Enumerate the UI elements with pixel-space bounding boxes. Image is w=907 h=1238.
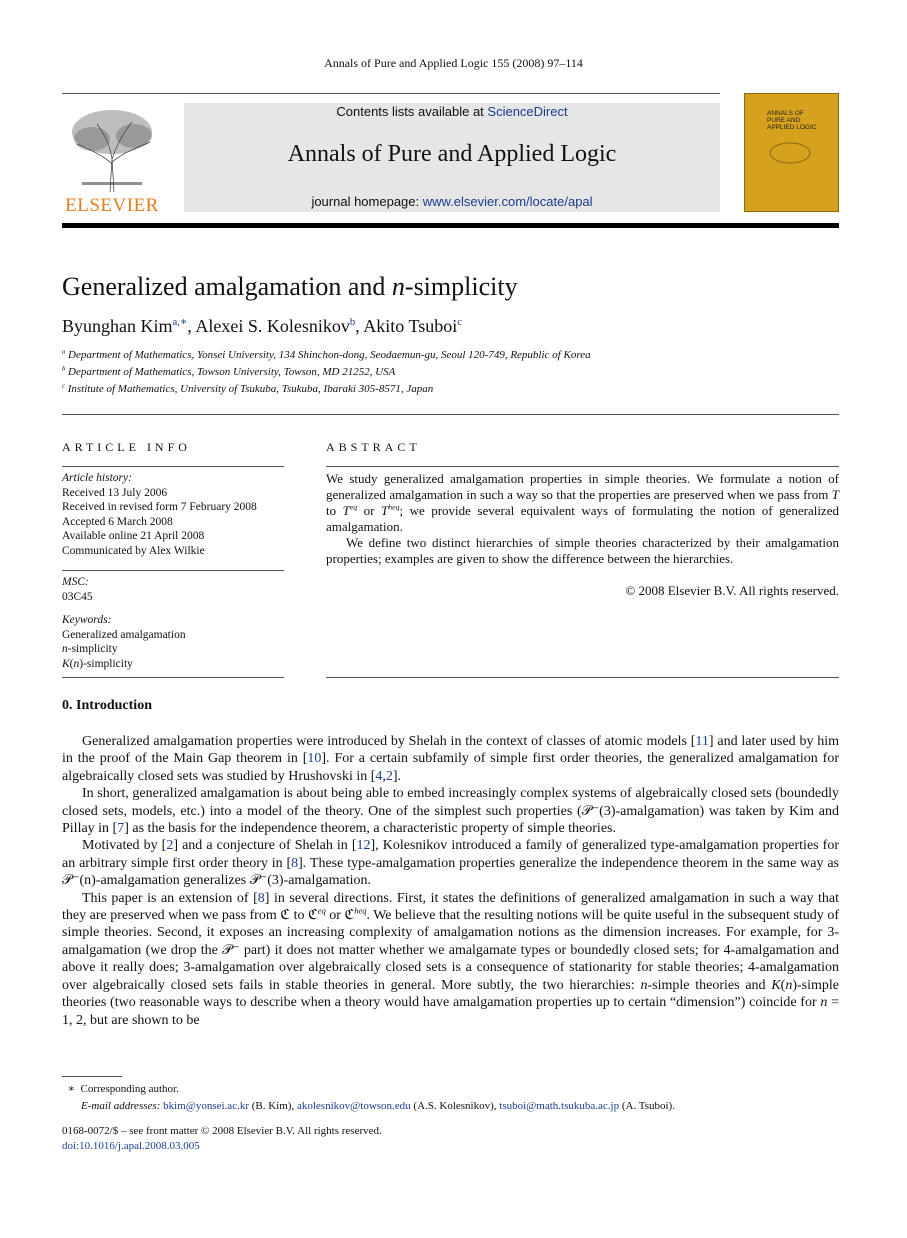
keyword: Generalized amalgamation: [62, 628, 186, 641]
title-text: -simplicity: [404, 272, 518, 301]
body-paragraph: [62, 785, 839, 837]
math-n: n: [820, 995, 828, 1011]
citation-link[interactable]: 2: [166, 838, 174, 854]
email-link[interactable]: tsuboi@math.tsukuba.ac.jp: [499, 1100, 620, 1112]
keyword-italic: K: [62, 657, 70, 670]
keyword-italic: n: [62, 643, 68, 655]
keyword-text: -simplicity: [67, 643, 118, 655]
paper-title: [62, 272, 518, 302]
body-text-span: ] and a conjecture of Shelah in [: [173, 838, 357, 854]
body-text-span: In short, generalized amalgamation is about being able to embed increasingly complex systems of algebraically closed sets (boundedly closed sets, models, etc.) into a model of the theory. One of the simplest such properties (𝒫⁻(3)-amalgamation) was taken by Kim and Pillay in [: [62, 786, 839, 837]
header-rule-thick: [62, 223, 839, 228]
issn-line: 0168-0072/$ – see front matter © 2008 Elsevier B.V. All rights reserved.: [62, 1125, 382, 1137]
email-owner: (A.S. Kolesnikov),: [410, 1100, 500, 1112]
header-rule: [62, 93, 720, 94]
msc-block: [62, 575, 93, 604]
body-text-span: ], Kolesnikov introduced a family of generalized type-amalgamation properties for an arbitrary simple first order theory in [: [62, 838, 839, 871]
math-n: n: [640, 977, 648, 993]
math-sup: eq: [349, 502, 358, 512]
abstract-text: to: [326, 503, 343, 518]
citation-link[interactable]: 8: [257, 890, 265, 906]
body-paragraph: [62, 890, 839, 1029]
tree-icon: [62, 104, 162, 194]
cover-title: [767, 110, 817, 131]
author-affil-mark[interactable]: c: [457, 316, 462, 328]
body-text-span: (: [780, 977, 786, 993]
article-info-heading: ARTICLE INFO: [62, 440, 191, 454]
article-history: [62, 471, 257, 558]
affiliation: [62, 366, 395, 378]
body-text-span: or ℭ: [325, 908, 355, 924]
citation-link[interactable]: 7: [117, 821, 125, 837]
email-owner: (A. Tsuboi).: [619, 1100, 675, 1112]
abstract-heading: ABSTRACT: [326, 440, 421, 454]
title-text: Generalized amalgamation and: [62, 272, 392, 301]
author-name[interactable]: Akito Tsuboi: [363, 316, 458, 336]
section-heading: 0. Introduction: [62, 698, 152, 713]
history-item: Communicated by Alex Wilkie: [62, 544, 205, 557]
running-head: Annals of Pure and Applied Logic 155 (2008) 97–114: [324, 56, 583, 70]
affiliation: [62, 383, 433, 395]
body-paragraph: Generalized amalgamation properties were introduced by Shelah in the context of classes of atomic models [11] and later used by him in the proof of the Main Gap theorem in [10]. For a certain subfamily of simple first order theories, the generalized amalgamation for algebraically closed sets was studied by Hrushovski in [4,2].: [62, 734, 840, 784]
math-n: n: [785, 977, 793, 993]
cover-title-line: APPLIED LOGIC: [767, 124, 817, 131]
body-text-span: ] in several directions. First, it states the definitions of generalized amalgamation in such a way that they are preserved when we pass from ℭ to ℭ: [62, 890, 839, 924]
abstract-text: ; we provide several equivalent ways of formulating the notion of generalized amalgamation.: [326, 503, 839, 534]
history-item: Available online 21 April 2008: [62, 530, 205, 542]
affil-text: Department of Mathematics, Towson University, Towson, MD 21252, USA: [68, 366, 396, 378]
body-text-span: ]. For a certain subfamily of simple first order theories, the generalized amalgamation for algebraically closed sets was studied by Hrushovski in [: [62, 751, 839, 784]
math-T: T: [342, 503, 350, 518]
body-text-span: ] as the basis for the independence theorem, a characteristic property of simple theories.: [124, 821, 616, 837]
keyword-italic: n: [73, 657, 80, 670]
affiliation: [62, 349, 591, 361]
email-owner: (B. Kim),: [248, 1100, 297, 1112]
affil-mark: c: [62, 382, 65, 390]
citation-link[interactable]: 12: [356, 838, 371, 854]
footnote: [62, 1081, 675, 1115]
contents-prefix: Contents lists available at: [336, 104, 488, 119]
math-T: T: [831, 487, 839, 502]
abstract-body: [326, 471, 839, 567]
math-sup: heq: [354, 906, 367, 916]
email-link[interactable]: akolesnikov@towson.edu: [296, 1100, 411, 1112]
cover-title-line: PURE AND: [767, 117, 801, 124]
body-text-span: -simple theories and: [647, 977, 772, 993]
citation-link[interactable]: 10: [307, 751, 322, 767]
math-sup: eq: [317, 906, 326, 916]
title-n: n: [391, 272, 405, 301]
body-text-span: ].: [392, 768, 402, 784]
divider: [62, 466, 284, 467]
divider: [62, 414, 839, 415]
affil-mark: b: [62, 365, 66, 373]
publisher-name: ELSEVIER: [65, 195, 159, 216]
citation-link[interactable]: 2: [385, 768, 393, 784]
math-sup: heq: [388, 502, 400, 512]
sciencedirect-link[interactable]: ScienceDirect: [487, 104, 568, 119]
divider: [62, 570, 284, 571]
citation-link[interactable]: 11: [695, 734, 709, 749]
cover-title-line: ANNALS OF: [767, 110, 804, 117]
keywords-block: [62, 613, 186, 671]
contents-line: [184, 104, 720, 119]
doi-link[interactable]: doi:10.1016/j.apal.2008.03.005: [62, 1140, 200, 1152]
divider: [326, 466, 839, 467]
footnote-rule: [62, 1076, 122, 1077]
body-text-span: . We believe that the resulting notions will be quite useful in the subsequent study of simple theories. Second, it exposes an increasing complexity of amalgamation notions as the dimension increases. For example, for 3-amalgamation (we drop the 𝒫⁻ part) it does not matter whether we amalgamate types or boundedly closed sets; for 4-amalgamation and above it really does; 3-amalgamation over algebraically closed sets is a consequence of stationarity for stable theories; 4-amalgamation over algebraically closed sets fails in stable theories in general. More subtly, the two hierarchies:: [62, 908, 839, 993]
abstract-paragraph: [326, 471, 839, 535]
email-label: E-mail addresses:: [81, 1100, 164, 1112]
history-item: Received 13 July 2006: [62, 486, 168, 499]
keyword-text: (: [69, 657, 74, 670]
citation-link[interactable]: 4: [375, 768, 383, 784]
affil-text: Institute of Mathematics, University of Tsukuba, Tsukuba, Ibaraki 305-8571, Japan: [67, 383, 434, 395]
body-paragraph: [62, 837, 839, 889]
affil-mark: a: [62, 348, 66, 356]
keyword: [62, 657, 186, 672]
homepage-line: [184, 194, 720, 209]
homepage-link[interactable]: www.elsevier.com/locate/apal: [422, 194, 593, 209]
email-link[interactable]: bkim@yonsei.ac.kr: [163, 1100, 249, 1112]
author-name[interactable]: Byunghan Kim: [62, 316, 173, 336]
divider: [326, 677, 839, 678]
affil-text: Department of Mathematics, Yonsei University, 134 Shinchon-dong, Seodaemun-gu, Seoul 120-749, Republic of Korea: [68, 349, 591, 361]
keywords-label: Keywords:: [62, 614, 112, 626]
math-K: K: [771, 977, 781, 993]
history-item: Received in revised form 7 February 2008: [62, 501, 257, 513]
citation-link[interactable]: 8: [291, 855, 299, 871]
footnote-mark: ∗: [67, 1083, 75, 1095]
author-list: Byunghan Kim$^{a,∗}$, Alexei S. Kolesnikov$^b$, Akito Tsuboi$^c$: [62, 316, 462, 336]
math-T: T: [380, 503, 389, 518]
front-matter: [62, 1124, 382, 1154]
msc-label: MSC:: [62, 576, 89, 588]
body-text-span: Generalized amalgamation properties were introduced by Shelah in the context of classes of atomic models [: [82, 734, 696, 749]
author-name[interactable]: Alexei S. Kolesnikov: [195, 316, 350, 336]
body-text: [62, 733, 839, 1029]
divider: [62, 677, 284, 678]
body-text-span: ] and later used by him in the proof of the Main Gap theorem in [: [62, 734, 840, 767]
cover-ornament-icon: [765, 138, 815, 168]
corresponding-text: Corresponding author.: [80, 1083, 179, 1095]
copyright-line: © 2008 Elsevier B.V. All rights reserved.: [625, 583, 839, 598]
body-text-span: ]. These type-amalgamation properties generalize the independence theorem in the same way as 𝒫⁻(n)-amalgamation generalizes 𝒫⁻(3)-amalgamation.: [62, 855, 839, 889]
body-text-span: )-simple theories (two reasonable ways to describe when a theory would have amalgamation properties up to certain “dimension”) coincide for: [62, 977, 839, 1011]
journal-cover[interactable]: [744, 93, 839, 212]
body-text-span: Motivated by [: [82, 838, 167, 854]
history-label: Article history:: [62, 472, 132, 484]
homepage-prefix: journal homepage:: [311, 194, 423, 209]
journal-title: Annals of Pure and Applied Logic: [287, 141, 617, 167]
abstract-text: We study generalized amalgamation properties in simple theories. We formulate a notion of generalized amalgamation in such a way so that the properties are preserved when we pass from: [326, 471, 839, 502]
body-text-span: = 1, 2, but are shown to be: [62, 995, 839, 1028]
msc-code: 03C45: [62, 590, 93, 603]
history-item: Accepted 6 March 2008: [62, 515, 173, 528]
author-affil-mark[interactable]: b: [349, 316, 356, 328]
keyword: [62, 642, 186, 657]
author-affil-mark[interactable]: a,∗: [172, 316, 188, 328]
keyword-text: )-simplicity: [79, 657, 133, 670]
body-text-span: This paper is an extension of [: [82, 890, 258, 906]
abstract-paragraph: We define two distinct hierarchies of simple theories characterized by their amalgamation properties; examples are given to show the difference between the hierarchies.: [326, 535, 839, 566]
corresponding-note: [62, 1081, 675, 1098]
abstract-text: or: [357, 503, 381, 518]
email-line: [62, 1098, 675, 1115]
